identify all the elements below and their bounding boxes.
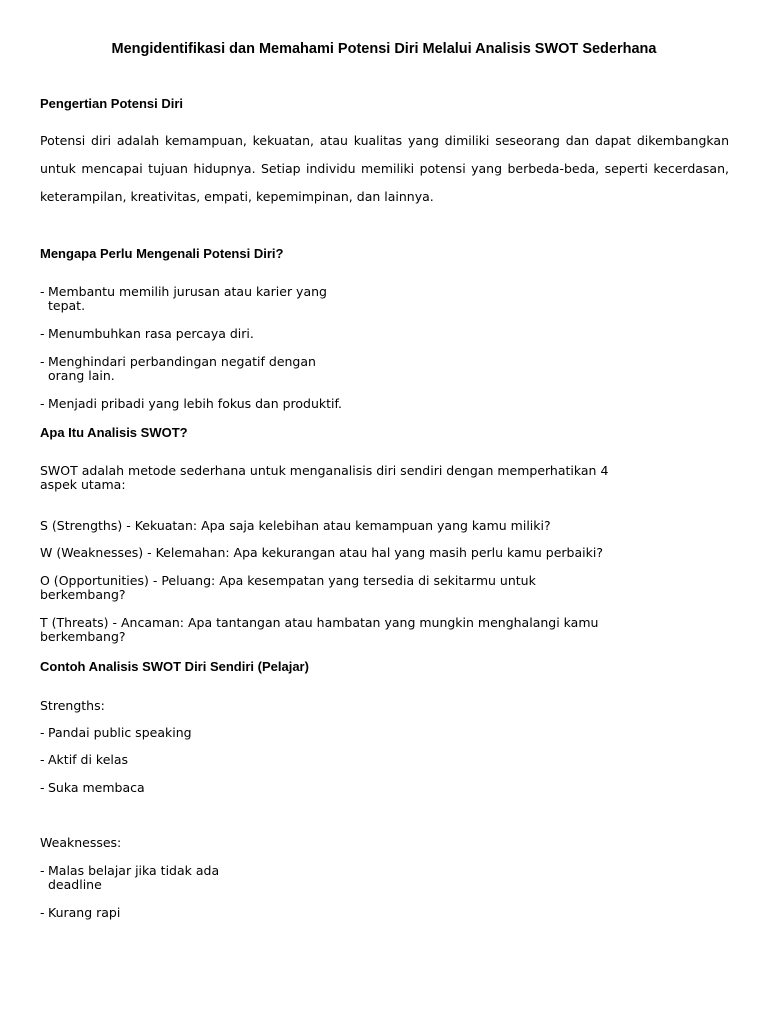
swot-item-weaknesses: [40, 546, 603, 560]
swot-item-text: O (Opportunities) - Peluang: Apa kesempatan yang tersedia di sekitarmu untuk: [40, 573, 536, 588]
list-item-text-continued: orang lain.: [48, 368, 115, 383]
list-item: [40, 906, 120, 920]
paragraph-pengertian: Potensi diri adalah kemampuan, kekuatan, atau kualitas yang dimiliki seseorang dan dapat dikembangkan untuk mencapai tujuan hidupnya. Setiap individu memiliki potensi yang berbeda-beda, seperti kecerdasan, keterampilan, kreativitas, empati, kepemimpinan, dan lainnya.: [40, 133, 729, 204]
document-title: Mengidentifikasi dan Memahami Potensi Diri Melalui Analisis SWOT Sederhana: [111, 41, 657, 57]
list-item: [40, 864, 219, 892]
list-item: [40, 285, 327, 313]
bullet-marker: -: [40, 905, 45, 920]
bullet-marker: -: [40, 284, 45, 299]
list-item-text: Membantu memilih jurusan atau karier yang: [48, 284, 327, 299]
list-item-text: Suka membaca: [48, 780, 145, 795]
bullet-marker: -: [40, 396, 45, 411]
list-item-text-continued: deadline: [48, 877, 102, 892]
swot-item-opportunities: [40, 574, 536, 602]
list-item-text-continued: tepat.: [48, 298, 86, 313]
section-heading-mengapa: Mengapa Perlu Mengenali Potensi Diri?: [40, 246, 284, 261]
bullet-marker: -: [40, 326, 45, 341]
swot-item-text-continued: berkembang?: [40, 629, 126, 644]
list-item-text: Menghindari perbandingan negatif dengan: [48, 354, 316, 369]
list-item: [40, 753, 128, 767]
bullet-marker: -: [40, 863, 45, 878]
list-item: [40, 355, 316, 383]
list-item: [40, 397, 342, 411]
section-heading-contoh: Contoh Analisis SWOT Diri Sendiri (Pelajar): [40, 659, 309, 674]
list-item-text: Menumbuhkan rasa percaya diri.: [48, 326, 254, 341]
swot-item-text: W (Weaknesses) - Kelemahan: Apa kekurangan atau hal yang masih perlu kamu perbaiki?: [40, 545, 603, 560]
section-heading-swot: Apa Itu Analisis SWOT?: [40, 425, 188, 440]
list-item-text: Aktif di kelas: [48, 752, 129, 767]
bullet-marker: -: [40, 725, 45, 740]
weaknesses-label: Weaknesses:: [40, 835, 122, 850]
swot-intro-line: SWOT adalah metode sederhana untuk menganalisis diri sendiri dengan memperhatikan 4: [40, 463, 609, 478]
swot-item-text-continued: berkembang?: [40, 587, 126, 602]
list-item: [40, 726, 192, 740]
list-item: [40, 781, 145, 795]
swot-item-strengths: [40, 519, 551, 533]
section-heading-pengertian: Pengertian Potensi Diri: [40, 96, 184, 111]
bullet-marker: -: [40, 354, 45, 369]
strengths-label: Strengths:: [40, 698, 105, 713]
list-item-text: Menjadi pribadi yang lebih fokus dan produktif.: [48, 396, 342, 411]
bullet-marker: -: [40, 752, 45, 767]
swot-item-threats: [40, 616, 598, 644]
bullet-marker: -: [40, 780, 45, 795]
swot-item-text: S (Strengths) - Kekuatan: Apa saja kelebihan atau kemampuan yang kamu miliki?: [40, 518, 551, 533]
list-item-text: Pandai public speaking: [48, 725, 192, 740]
swot-item-text: T (Threats) - Ancaman: Apa tantangan atau hambatan yang mungkin menghalangi kamu: [40, 615, 599, 630]
list-item: [40, 327, 254, 341]
list-item-text: Kurang rapi: [48, 905, 121, 920]
swot-intro-line: aspek utama:: [40, 477, 126, 492]
swot-intro: [40, 464, 608, 492]
list-item-text: Malas belajar jika tidak ada: [48, 863, 220, 878]
